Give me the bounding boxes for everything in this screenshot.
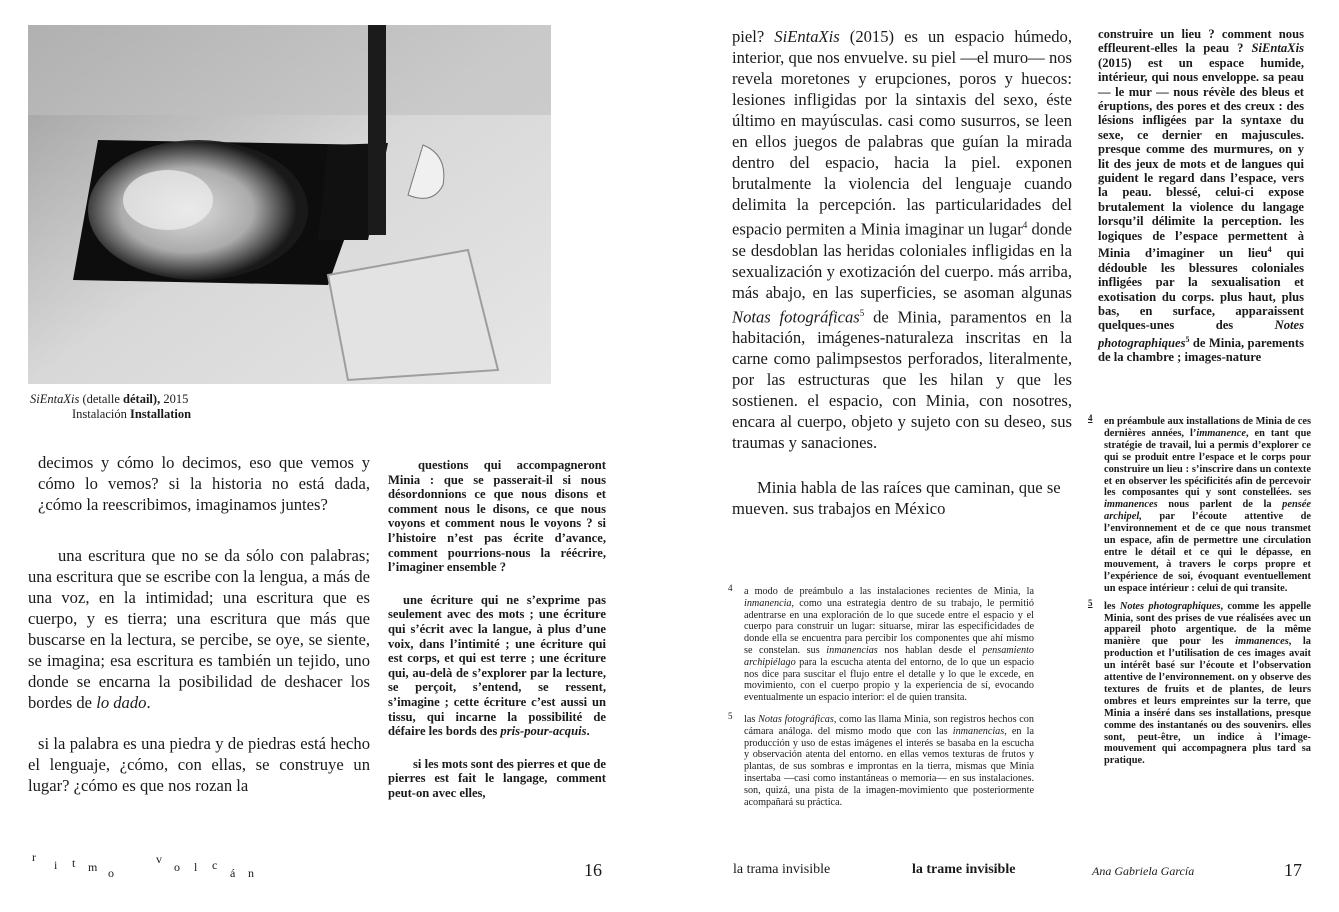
right-french-column — [1098, 27, 1304, 365]
caption-detail-es: (detalle — [82, 392, 120, 406]
footer-author: Ana Gabriela García — [1092, 864, 1195, 878]
center-fr-paragraph-2: une écriture qui ne s’exprime pas seulement avec des mots ; une écriture qui s’écrit avec la langue, à plus d’une voix, dans l’intimité ; une écriture qui est corps, et qui est terre ; une écriture qui, au-delà de s’explorer par la lecture, se perçoit, s’entend, se ressent, s’imagine ; cette écriture c’est aussi un tissu, qui incarne la possibilité de défaire les bords des pris-pour-acquis. — [388, 592, 606, 739]
center-fr-paragraph-3: si les mots sont des pierres et que de pierres est fait le langage, comment peut-on avec elles, — [388, 756, 606, 800]
page-number-right: 17 — [1284, 860, 1302, 880]
right-fr-paragraph-1: construire un lieu ? comment nous effleurent-elles la peau ? SiEntaXis (2015) est un espace humide, intérieur, qui nous enveloppe. sa peau — le mur — nous révèle des bleus et éruptions, des pores et des creux : des lésions infligées par la syntaxe du sexe, ce dernier en majuscules. presque comme des murmures, on y lit des jeux de mots et de langues qui guident le regard dans l’espace, vers la peau. blessé, celui-ci expose brutalement la violence du langage lorsqu’il délimite la perception. les logiques de l’espace permettent à Minia d’imaginer un lieu$^4$ qui dédouble les blessures coloniales infligées par la sexualisation et exotisation du corps. plus haut, plus bas, en surface, apparaissent quelques-unes des Notes photographiques$^5$ de Minia, parements de la chambre ; images-nature — [1098, 27, 1304, 365]
center-french-column — [388, 458, 606, 800]
page-number-left: 16 — [584, 860, 602, 880]
photo-image — [28, 25, 551, 384]
caption-inst-fr: Installation — [129, 407, 192, 421]
caption-title: SiEntaXis — [30, 392, 80, 406]
footnotes-french — [1088, 413, 1311, 767]
footnotes-spanish — [728, 583, 1035, 808]
left-spanish-column — [28, 452, 370, 796]
installation-photo — [28, 25, 551, 384]
footnote-fr-4: 4 en préambule aux installations de Minia de ces dernières années, l’immanence, en tant que stratégie de travail, lui a permis d’explorer ce qui se produit entre l’espace et le corps pour construire un lieu : s’inscrire dans un contexte et en observer les spécificités afin de percevoir les composantes qui y sont constellées. ses immanences nous parlent de la pensée archipel, par l’écoute attentive de l’environnement et de ce que nous transmet un espace, afin de permettre une circulation entre le détail et ce qui le dépasse, en mouvement, à travers le corps propre et l’expérience de soi, évoquant eventuellement un espace intérieur : celui de qui transite. — [1088, 413, 1311, 594]
left-es-paragraph-2: una escritura que no se da sólo con palabras; una escritura que se escribe con la lengua, a más de una voz, en la intimidad; una escritura que es cuerpo, y es tierra; una escritura que más que buscarse en la lectura, se percibe, se oye, se siente, se imagina; esa escritura es también un tejido, uno donde se encarna la posibilidad de deshacer los bordes de lo dado. — [28, 546, 370, 712]
right-es-paragraph-1: piel? SiEntaXis (2015) es un espacio húmedo, interior, que nos envuelve. su piel —el muro— nos revela moretones y erupciones, poros y huecos: lesiones infligidas por la sintaxis del sexo, éste último en mayúsculas. casi como susurros, se leen en ellos juegos de palabras que guían la mirada dentro del espacio, hacia la piel. exponen brutalmente la violencia del lenguaje cuando delimita la percepción. las particularidades del espacio permiten a Minia imaginar un lugar$^4$ donde se desdoblan las heridas coloniales infligidas en la sexualización y exotización del cuerpo. más arriba, más abajo, en las superficies, se asoman algunas Notas fotográficas$^5$ de Minia, paramentos en la habitación, imágenes-naturaleza inscritas en la carne como palimpsestos perforados, literalmente, por las estructuras que les hilan y que les sostienen. el espacio, con Minia, con nosotres, encara al cuerpo, objeto y sujeto con su deseo, sus traumas y sanaciones. — [732, 27, 1073, 453]
ritmo-volcan-title: r i t m o v o l c á n — [32, 850, 254, 880]
right-es-paragraph-2: Minia habla de las raíces que caminan, que se mueven. sus trabajos en México — [732, 478, 1061, 519]
footnote-fr-5: 5 les Notes photographiques, comme les appelle Minia, sont des prises de vue réalisées avec un appareil photo argentique. de la même manière que pour les immanences, la production et l’utilisation de ces images avait un intérêt basé sur l’écoute et l’observation attentive de l’environnement. on y observe des textures de fruits et de plantes, de leurs ombres et leurs empreintes sur la terre, que Minia a inséré dans ses installations, presque comme des instantanés ou des souvenirs. elles sont, peut-être, un indice à l’image-mouvement qui accompagnera plus tard sa pratique. — [1088, 597, 1311, 767]
footnote-es-4: 4 a modo de preámbulo a las instalaciones recientes de Minia, la inmanencia, como una estrategia dentro de su trabajo, le permitió adentrarse en una exploración de lo que sucede entre el espacio y el cuerpo para construir un lugar: situarse, mirar las especificidades de donde ella se encuentra para percibir los componentes que ahí mismo se constelan. sus inmanencias nos hablan desde el pensamiento archipiélago para la escucha atenta del entorno, de lo que un espacio nos dice para suscitar el flujo entre el detalle y lo que le excede, en movimiento, con el cuerpo propio y la experiencia de sí, evocando eventualmente un espacio interior: el de quien transita. — [728, 583, 1035, 704]
footer-title-es: la trama invisible — [733, 862, 831, 877]
photo-caption — [30, 392, 191, 422]
footnote-es-5: 5 las Notas fotográficas, como las llama Minia, son registros hechos con cámara análoga. del mismo modo que con las inmanencias, en la producción y uso de estas imágenes el interés se basaba en la escucha y observación atenta del entorno. en ellas vemos texturas de frutos y plantas, de sus sombras e improntas en la tierra, mismas que Minia insertaba —casi como instantáneas o memoria— en sus instalaciones. son, quizá, una pista de la imagen-movimiento que posteriormente acompañará su práctica. — [728, 710, 1034, 808]
left-es-paragraph-3: si la palabra es una piedra y de piedras está hecho el lenguaje, ¿cómo, con ellas, se construye un lugar? ¿cómo es que nos rozan la — [28, 734, 370, 795]
caption-detail-fr: détail), — [123, 392, 161, 406]
footer-title-fr: la trame invisible — [912, 862, 1016, 877]
right-spanish-column — [732, 26, 1072, 519]
caption-year: 2015 — [163, 392, 189, 406]
left-es-paragraph-1: decimos y cómo lo decimos, eso que vemos y cómo lo vemos? si la historia no está dada, ¿cómo la reescribimos, imaginamos juntes? — [38, 453, 370, 514]
caption-inst-es: Instalación — [72, 407, 127, 421]
center-fr-paragraph-1: questions qui accompagneront Minia : que se passerait-il si nous désordonnions ce que nous disons et comment nous le disons, ce que nous voyons et comment nous le voyons ? si l’histoire n’est pas écrite d’avance, comment pourrions-nous la réécrire, l’imaginer ensemble ? — [388, 458, 606, 575]
